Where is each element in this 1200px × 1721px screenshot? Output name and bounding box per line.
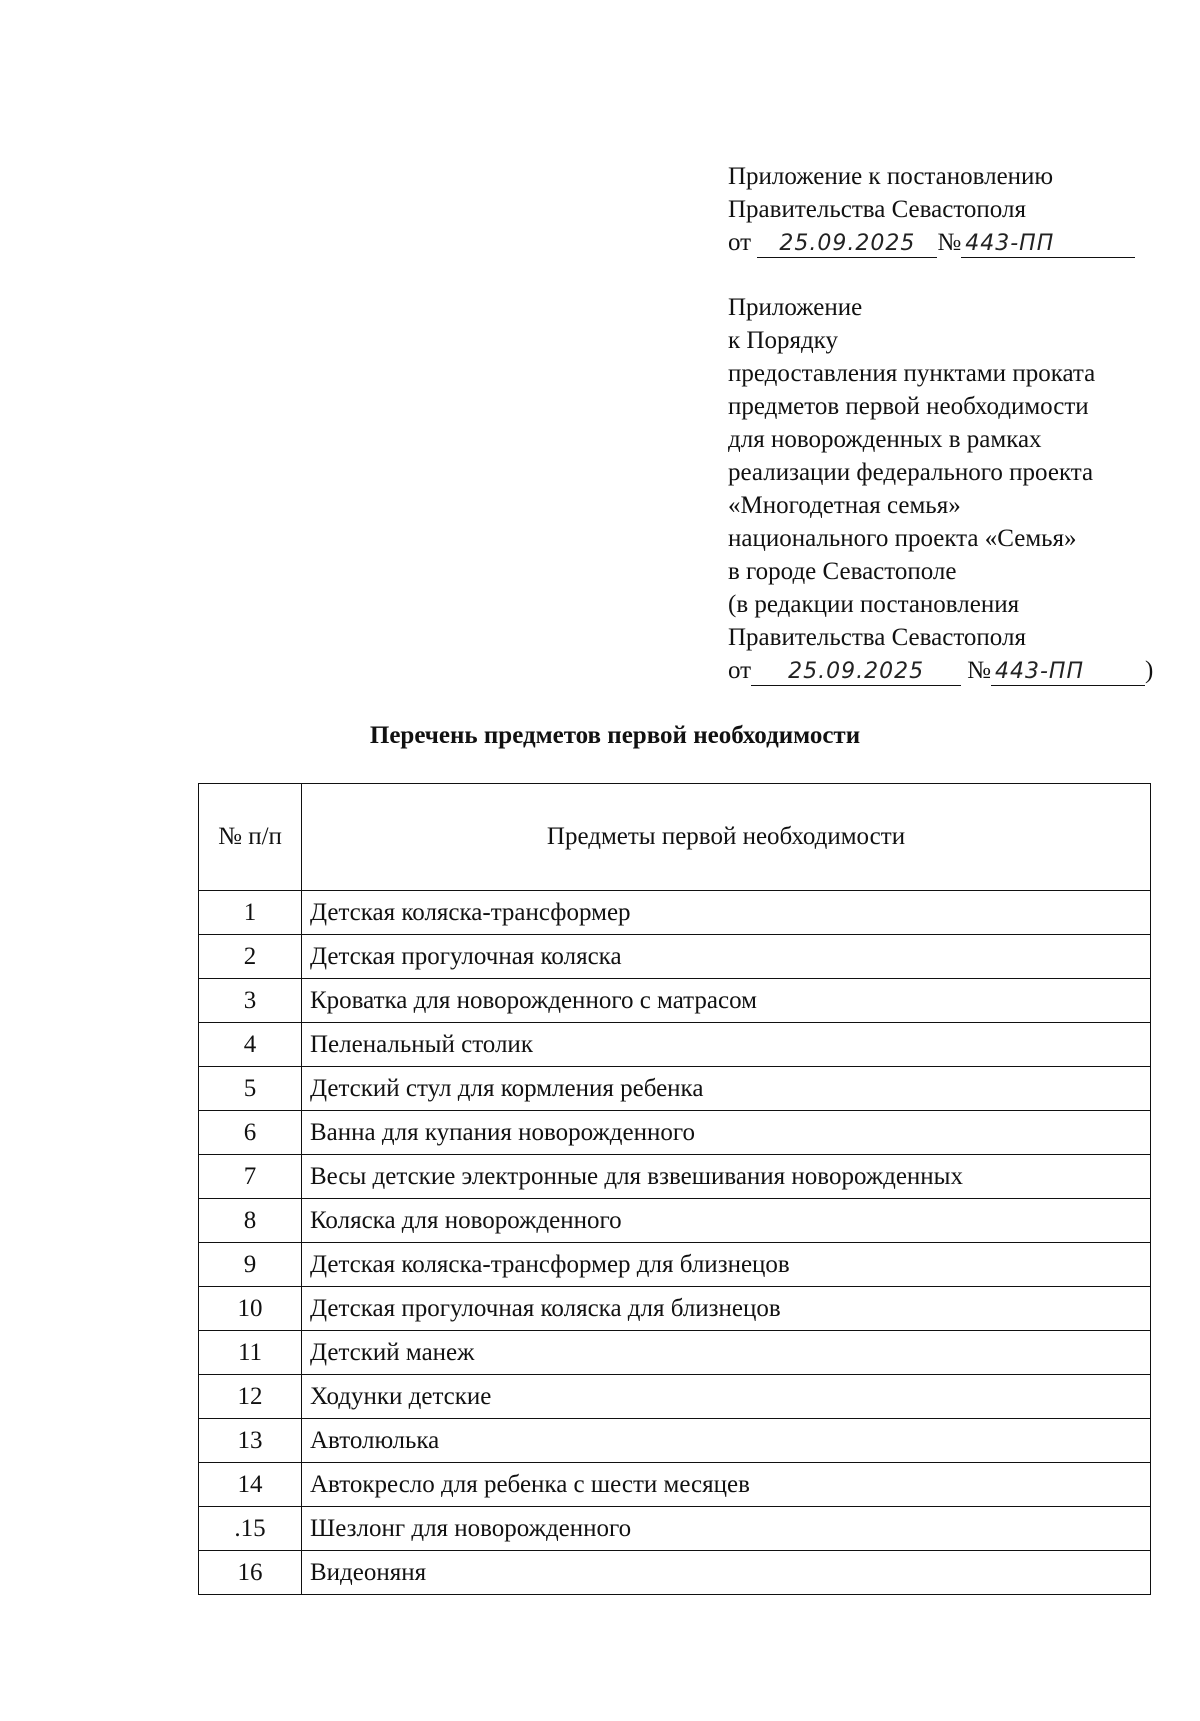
document-title: Перечень предметов первой необходимости bbox=[369, 722, 861, 749]
row-number: 14 bbox=[199, 1463, 302, 1507]
row-number: 10 bbox=[199, 1287, 302, 1331]
table-row bbox=[199, 1463, 1151, 1507]
row-item: Детский стул для кормления ребенка bbox=[302, 1067, 1151, 1111]
row-item: Весы детские электронные для взвешивания новорожденных bbox=[302, 1155, 1151, 1199]
annex-line: Приложение к постановлению bbox=[728, 163, 1054, 190]
row-item: Автокресло для ребенка с шести месяцев bbox=[302, 1463, 1151, 1507]
appendix-line: предоставления пунктами проката bbox=[728, 360, 1096, 387]
annex-date: 25.09.2025 bbox=[779, 231, 916, 256]
row-item: Ходунки детские bbox=[302, 1375, 1151, 1419]
row-item: Детская прогулочная коляска bbox=[302, 935, 1151, 979]
number-sign: № bbox=[937, 229, 962, 256]
table-row bbox=[199, 1551, 1151, 1595]
table-row bbox=[199, 1023, 1151, 1067]
row-number: 16 bbox=[199, 1551, 302, 1595]
row-number: 7 bbox=[199, 1155, 302, 1199]
row-item: Коляска для новорожденного bbox=[302, 1199, 1151, 1243]
appendix-line: к Порядку bbox=[728, 327, 838, 354]
annex-line: Правительства Севастополя bbox=[728, 196, 1026, 223]
row-number: 9 bbox=[199, 1243, 302, 1287]
appendix-line: «Многодетная семья» bbox=[728, 492, 961, 519]
row-item: Детская прогулочная коляска для близнецов bbox=[302, 1287, 1151, 1331]
appendix-line: предметов первой необходимости bbox=[728, 393, 1089, 420]
table-row bbox=[199, 1419, 1151, 1463]
row-item: Шезлонг для новорожденного bbox=[302, 1507, 1151, 1551]
appendix-line: Приложение bbox=[728, 294, 863, 321]
table-row bbox=[199, 1331, 1151, 1375]
table-row bbox=[199, 1375, 1151, 1419]
row-number: 6 bbox=[199, 1111, 302, 1155]
row-number: 12 bbox=[199, 1375, 302, 1419]
row-number: 3 bbox=[199, 979, 302, 1023]
header-num: № п/п bbox=[199, 784, 302, 891]
appendix-line: реализации федерального проекта bbox=[728, 459, 1094, 486]
table-row bbox=[199, 979, 1151, 1023]
appendix-number: 443-ПП bbox=[994, 659, 1084, 684]
appendix-date: 25.09.2025 bbox=[788, 659, 925, 684]
closing-paren: ) bbox=[1144, 657, 1154, 684]
items-table bbox=[198, 783, 1151, 1595]
annex-number-field bbox=[961, 230, 1135, 258]
table-row bbox=[199, 1287, 1151, 1331]
row-number: 2 bbox=[199, 935, 302, 979]
row-item: Видеоняня bbox=[302, 1551, 1151, 1595]
appendix-line: (в редакции постановления bbox=[728, 591, 1020, 618]
table-row bbox=[199, 1155, 1151, 1199]
date-prefix: от bbox=[728, 229, 752, 256]
row-number: .15 bbox=[199, 1507, 302, 1551]
annex-date-field bbox=[757, 230, 937, 258]
row-number: 8 bbox=[199, 1199, 302, 1243]
table-row bbox=[199, 1067, 1151, 1111]
appendix-line: для новорожденных в рамках bbox=[728, 426, 1042, 453]
row-number: 4 bbox=[199, 1023, 302, 1067]
table-row bbox=[199, 935, 1151, 979]
annex-date-line bbox=[728, 226, 1168, 259]
header-item: Предметы первой необходимости bbox=[302, 784, 1151, 891]
row-item: Автолюлька bbox=[302, 1419, 1151, 1463]
table-row bbox=[199, 1199, 1151, 1243]
appendix-date-field bbox=[751, 658, 961, 686]
date-prefix: от bbox=[728, 657, 752, 684]
number-sign: № bbox=[967, 657, 991, 684]
table-header-row bbox=[199, 784, 1151, 891]
row-item: Ванна для купания новорожденного bbox=[302, 1111, 1151, 1155]
appendix-line: Правительства Севастополя bbox=[728, 624, 1026, 651]
table-row bbox=[199, 891, 1151, 935]
table-row bbox=[199, 1243, 1151, 1287]
header-block bbox=[728, 160, 1168, 687]
spacer bbox=[728, 259, 1168, 291]
row-item: Детская коляска-трансформер bbox=[302, 891, 1151, 935]
row-number: 13 bbox=[199, 1419, 302, 1463]
appendix-number-field bbox=[991, 658, 1145, 686]
row-number: 11 bbox=[199, 1331, 302, 1375]
row-item: Пеленальный столик bbox=[302, 1023, 1151, 1067]
row-item: Детский манеж bbox=[302, 1331, 1151, 1375]
appendix-date-line bbox=[728, 654, 1168, 687]
row-item: Детская коляска-трансформер для близнецов bbox=[302, 1243, 1151, 1287]
appendix-line: в городе Севастополе bbox=[728, 558, 957, 585]
row-number: 5 bbox=[199, 1067, 302, 1111]
annex-number: 443-ПП bbox=[965, 231, 1055, 256]
row-number: 1 bbox=[199, 891, 302, 935]
row-item: Кроватка для новорожденного с матрасом bbox=[302, 979, 1151, 1023]
table-row bbox=[199, 1111, 1151, 1155]
appendix-line: национального проекта «Семья» bbox=[728, 525, 1077, 552]
table-row bbox=[199, 1507, 1151, 1551]
